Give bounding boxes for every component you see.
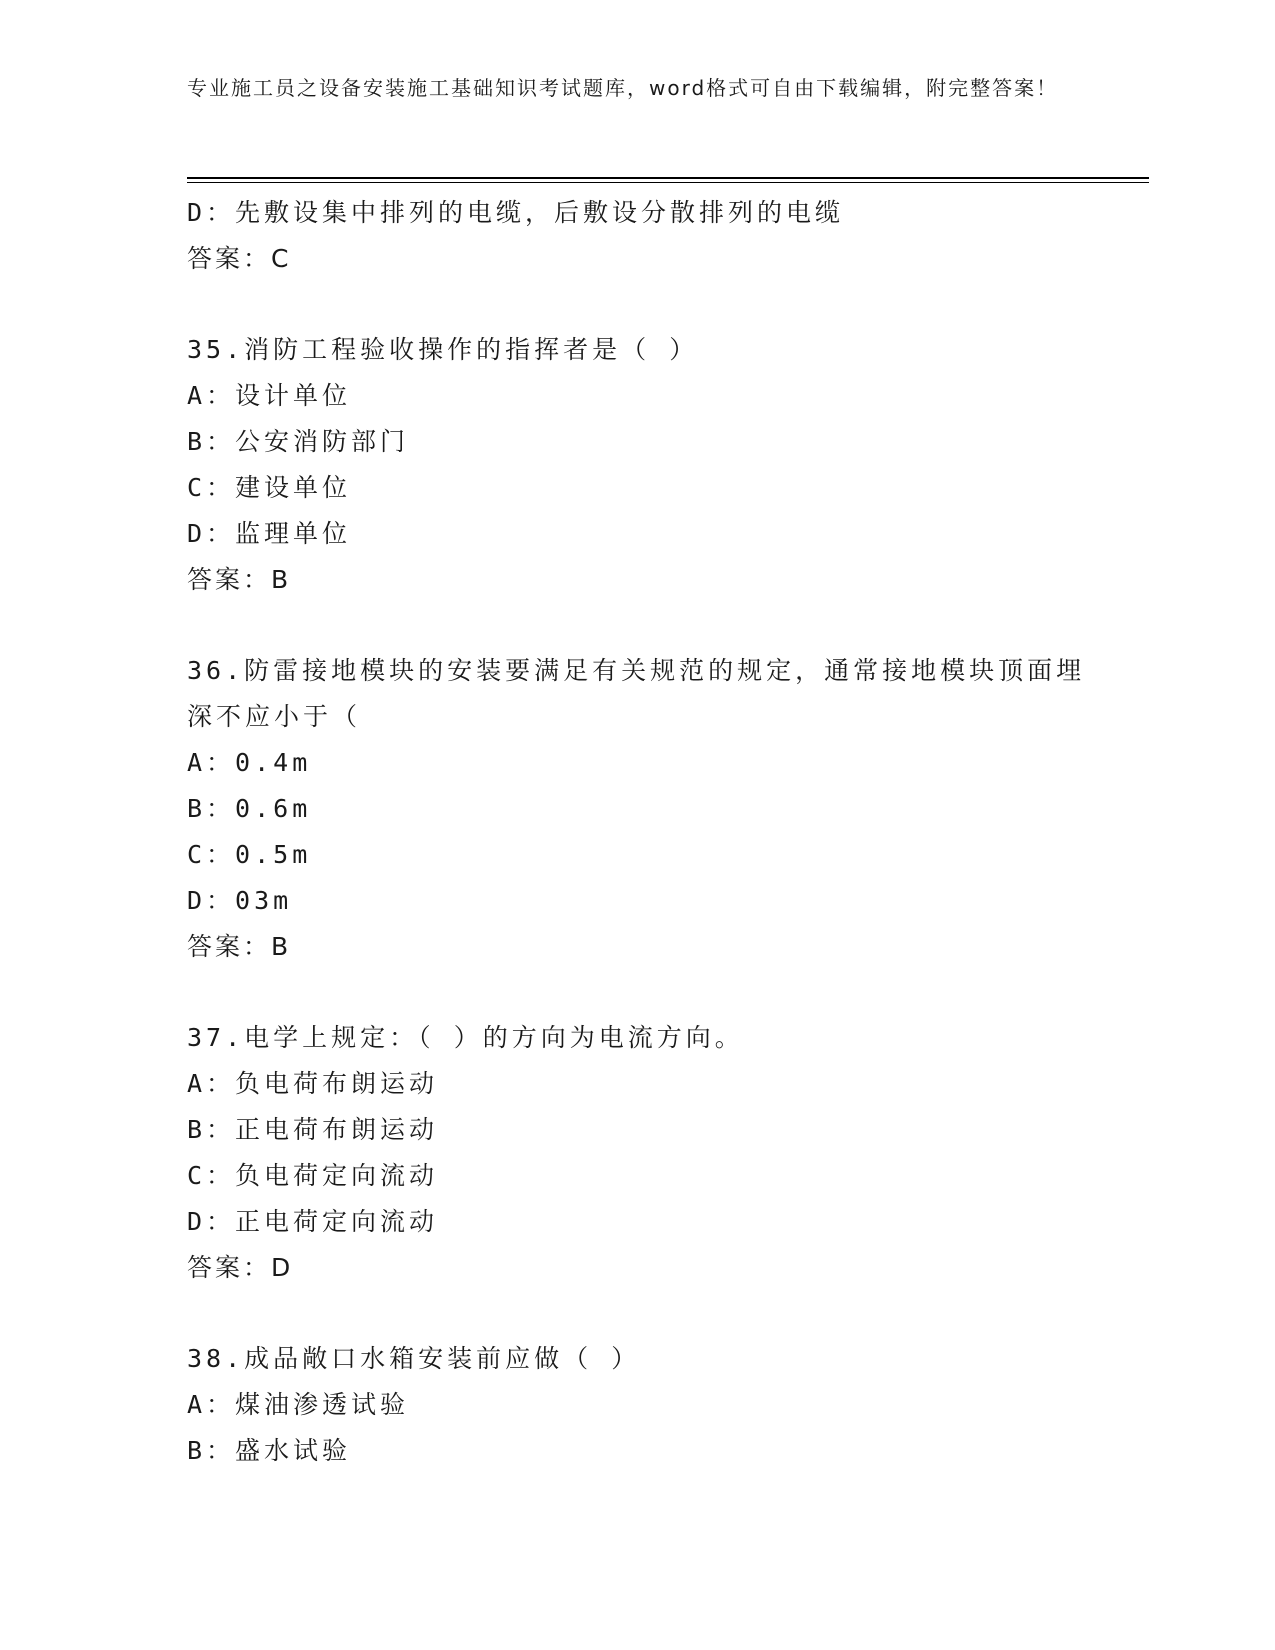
option-a: A：设计单位 — [187, 381, 352, 410]
header-divider-thin — [187, 182, 1149, 183]
option-c: C：0.5m — [187, 840, 312, 869]
question-text: 38.成品敞口水箱安装前应做（ ） — [187, 1344, 641, 1373]
answer-line: 答案：D — [187, 1253, 294, 1282]
answer-line: 答案：C — [187, 244, 292, 273]
question-text: 37.电学上规定：（ ）的方向为电流方向。 — [187, 1023, 744, 1052]
question-36 — [187, 648, 1087, 970]
option-a: A：0.4m — [187, 748, 312, 777]
question-text: 36.防雷接地模块的安装要满足有关规范的规定，通常接地模块顶面埋深不应小于（ — [187, 656, 1086, 731]
question-38 — [187, 1336, 1087, 1474]
option-a: A：负电荷布朗运动 — [187, 1069, 439, 1098]
option-b: B：正电荷布朗运动 — [187, 1115, 439, 1144]
header-title: 专业施工员之设备安装施工基础知识考试题库，word格式可自由下载编辑，附完整答案！ — [187, 76, 1059, 100]
question-text: 35.消防工程验收操作的指挥者是（ ） — [187, 335, 699, 364]
option-d: D：03m — [187, 886, 293, 915]
option-a: A：煤油渗透试验 — [187, 1390, 410, 1419]
option-b: B：0.6m — [187, 794, 312, 823]
option-d: D：正电荷定向流动 — [187, 1207, 439, 1236]
option-c: C：建设单位 — [187, 473, 352, 502]
question-list — [187, 190, 1087, 1519]
document-header — [187, 72, 1067, 105]
option-c: C：负电荷定向流动 — [187, 1161, 439, 1190]
option-d: D：监理单位 — [187, 519, 352, 548]
answer-line: 答案：B — [187, 932, 292, 961]
question-37 — [187, 1015, 1087, 1291]
question-35 — [187, 327, 1087, 603]
answer-line: 答案：B — [187, 565, 292, 594]
header-divider-thick — [187, 177, 1149, 179]
option-b: B：公安消防部门 — [187, 427, 410, 456]
option-b: B：盛水试验 — [187, 1436, 352, 1465]
option-d: D：先敷设集中排列的电缆，后敷设分散排列的电缆 — [187, 198, 845, 227]
previous-question-tail — [187, 190, 1087, 282]
